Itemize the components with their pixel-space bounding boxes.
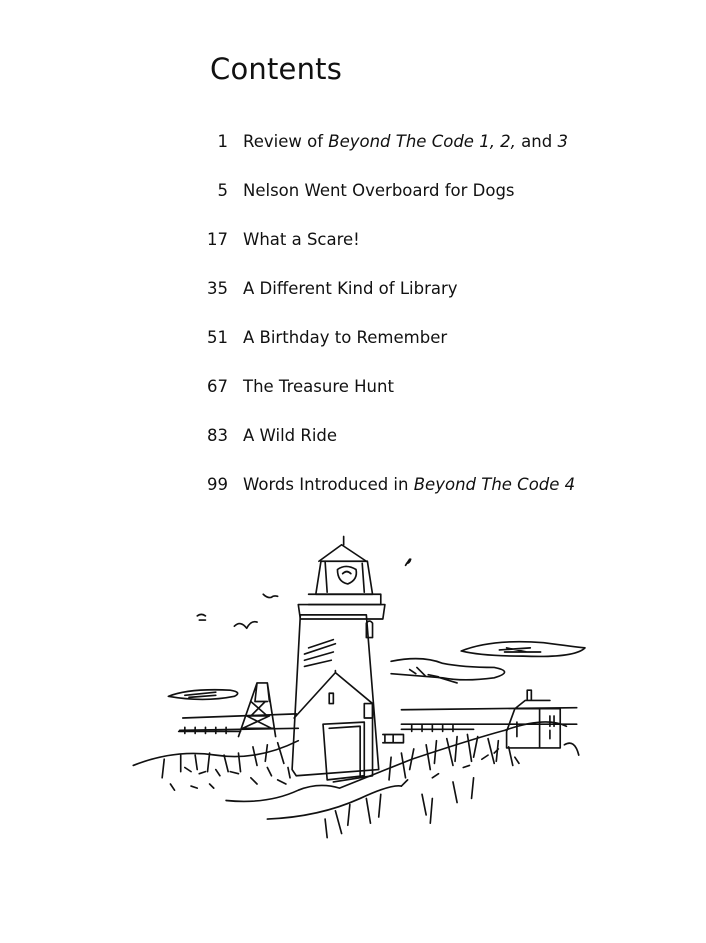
cloud-icon bbox=[168, 690, 237, 700]
toc-entry[interactable] bbox=[200, 328, 575, 377]
toc-entry-title: Words Introduced in Beyond The Code 4 bbox=[243, 475, 576, 494]
table-of-contents bbox=[200, 132, 575, 524]
toc-entry-title: Nelson Went Overboard for Dogs bbox=[243, 181, 515, 200]
toc-entry[interactable] bbox=[200, 426, 575, 475]
toc-page-number: 35 bbox=[207, 279, 228, 298]
toc-page-number: 67 bbox=[207, 377, 228, 396]
toc-entry-title: Review of Beyond The Code 1, 2, and 3 bbox=[243, 132, 568, 151]
lattice-tower-icon bbox=[238, 683, 275, 737]
toc-entry-title: The Treasure Hunt bbox=[243, 377, 394, 396]
toc-entry[interactable] bbox=[200, 377, 575, 426]
toc-page-number: 17 bbox=[207, 230, 228, 249]
grass-icon bbox=[162, 735, 513, 838]
toc-page-number: 99 bbox=[207, 475, 228, 494]
toc-page-number: 1 bbox=[217, 132, 228, 151]
lighthouse-icon bbox=[292, 615, 379, 776]
cloud-icon bbox=[391, 659, 504, 680]
toc-entry-title: A Different Kind of Library bbox=[243, 279, 458, 298]
toc-entry[interactable] bbox=[200, 279, 575, 328]
toc-page-number: 51 bbox=[207, 328, 228, 347]
toc-entry[interactable] bbox=[200, 181, 575, 230]
dune-icon bbox=[133, 741, 298, 766]
lighthouse-illustration-icon bbox=[120, 520, 590, 850]
bird-icon bbox=[406, 559, 411, 565]
toc-entry-title: A Birthday to Remember bbox=[243, 328, 448, 347]
bird-icon bbox=[234, 622, 257, 629]
house-icon bbox=[507, 690, 561, 748]
bird-icon bbox=[197, 614, 205, 620]
toc-entry[interactable] bbox=[200, 230, 575, 279]
toc-entry[interactable] bbox=[200, 475, 575, 524]
toc-entry-title: What a Scare! bbox=[243, 230, 360, 249]
toc-page-number: 5 bbox=[217, 181, 228, 200]
bird-icon bbox=[263, 594, 277, 597]
toc-entry[interactable] bbox=[200, 132, 575, 181]
page-title: Contents bbox=[210, 52, 343, 86]
toc-entry-title: A Wild Ride bbox=[243, 426, 338, 445]
toc-page-number: 83 bbox=[207, 426, 228, 445]
